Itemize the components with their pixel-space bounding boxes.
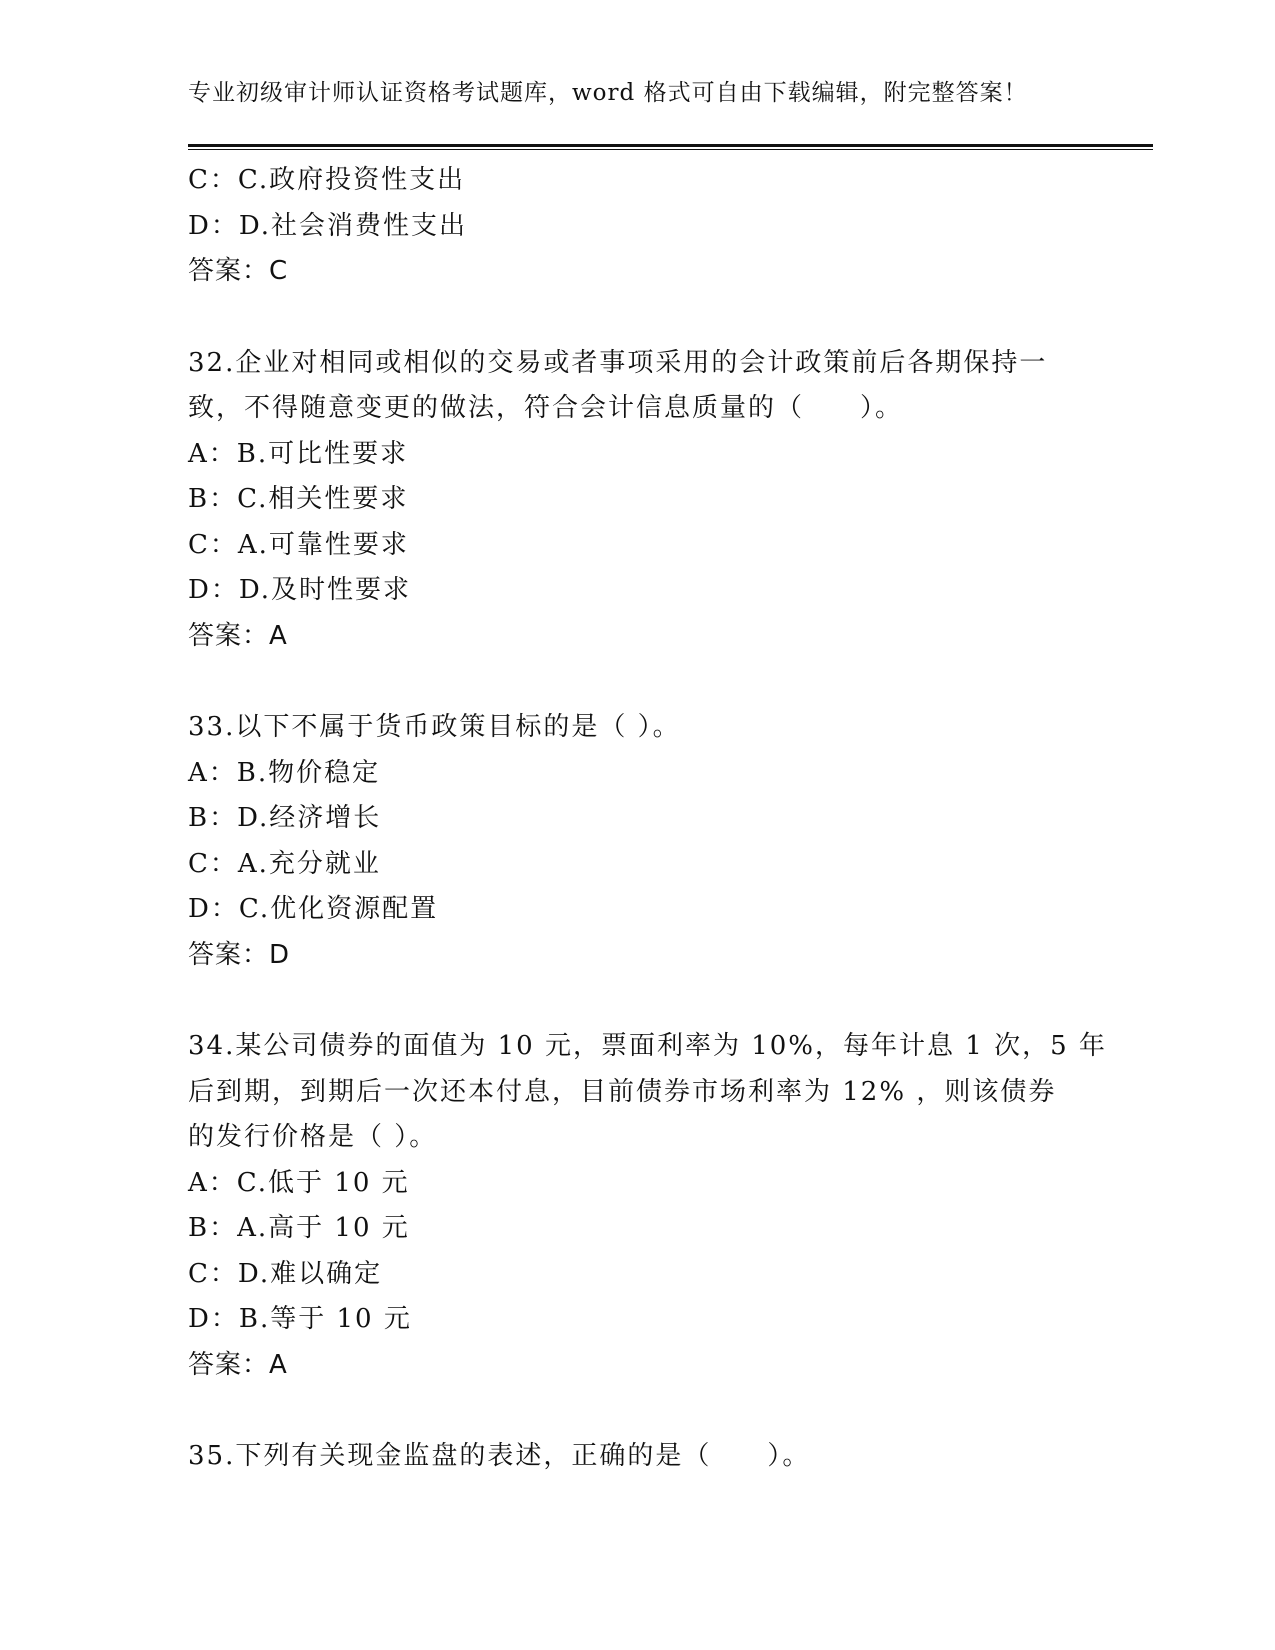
spacer: [188, 978, 1088, 1024]
option-d: D：D.社会消费性支出: [188, 210, 468, 241]
option-c: C：D.难以确定: [188, 1258, 383, 1289]
page-header: 专业初级审计师认证资格考试题库，word 格式可自由下载编辑，附完整答案！: [188, 80, 1028, 106]
question-33: [188, 705, 1088, 978]
question-stem-line: 33.以下不属于货币政策目标的是（ ）。: [188, 712, 681, 742]
option-d: D：C.优化资源配置: [188, 894, 439, 924]
question-stem-line: 35.下列有关现金监盘的表述，正确的是（ ）。: [188, 1441, 811, 1471]
spacer: [188, 295, 1088, 341]
question-32: [188, 341, 1088, 660]
answer-line: 答案：A: [188, 1349, 288, 1380]
question-34: [188, 1024, 1107, 1388]
question-stem-line: 的发行价格是（ ）。: [188, 1122, 438, 1152]
answer-line: 答案：C: [188, 256, 289, 286]
spacer: [188, 1388, 1088, 1434]
option-d: D：D.及时性要求: [188, 575, 412, 605]
option-b: B：C.相关性要求: [188, 484, 409, 514]
option-b: B：D.经济增长: [188, 803, 382, 833]
answer-line: 答案：A: [188, 620, 288, 651]
question-31-tail: [188, 158, 1088, 295]
option-c: C：C.政府投资性支出: [188, 165, 466, 195]
answer-line: 答案：D: [188, 939, 291, 970]
option-a: A：B.可比性要求: [188, 438, 409, 469]
option-b: B：A.高于 10 元: [188, 1213, 410, 1243]
option-c: C：A.可靠性要求: [188, 529, 409, 560]
question-stem-line: 致，不得随意变更的做法，符合会计信息质量的（ ）。: [188, 393, 904, 423]
spacer: [188, 659, 1088, 705]
document-body: [188, 158, 1107, 1480]
option-c: C：A.充分就业: [188, 848, 381, 879]
question-stem-line: 34.某公司债券的面值为 10 元，票面利率为 10%，每年计息 1 次，5 年: [188, 1031, 1107, 1061]
question-stem-line: 后到期，到期后一次还本付息，目前债券市场利率为 12% ，则该债券: [188, 1076, 1057, 1107]
option-a: A：C.低于 10 元: [188, 1167, 410, 1198]
header-divider-thin: [188, 149, 1153, 150]
header-divider-thick: [188, 144, 1153, 147]
option-a: A：B.物价稳定: [188, 757, 381, 788]
question-35: [188, 1434, 1088, 1480]
question-stem-line: 32.企业对相同或相似的交易或者事项采用的会计政策前后各期保持一: [188, 347, 1048, 378]
option-d: D：B.等于 10 元: [188, 1304, 412, 1334]
